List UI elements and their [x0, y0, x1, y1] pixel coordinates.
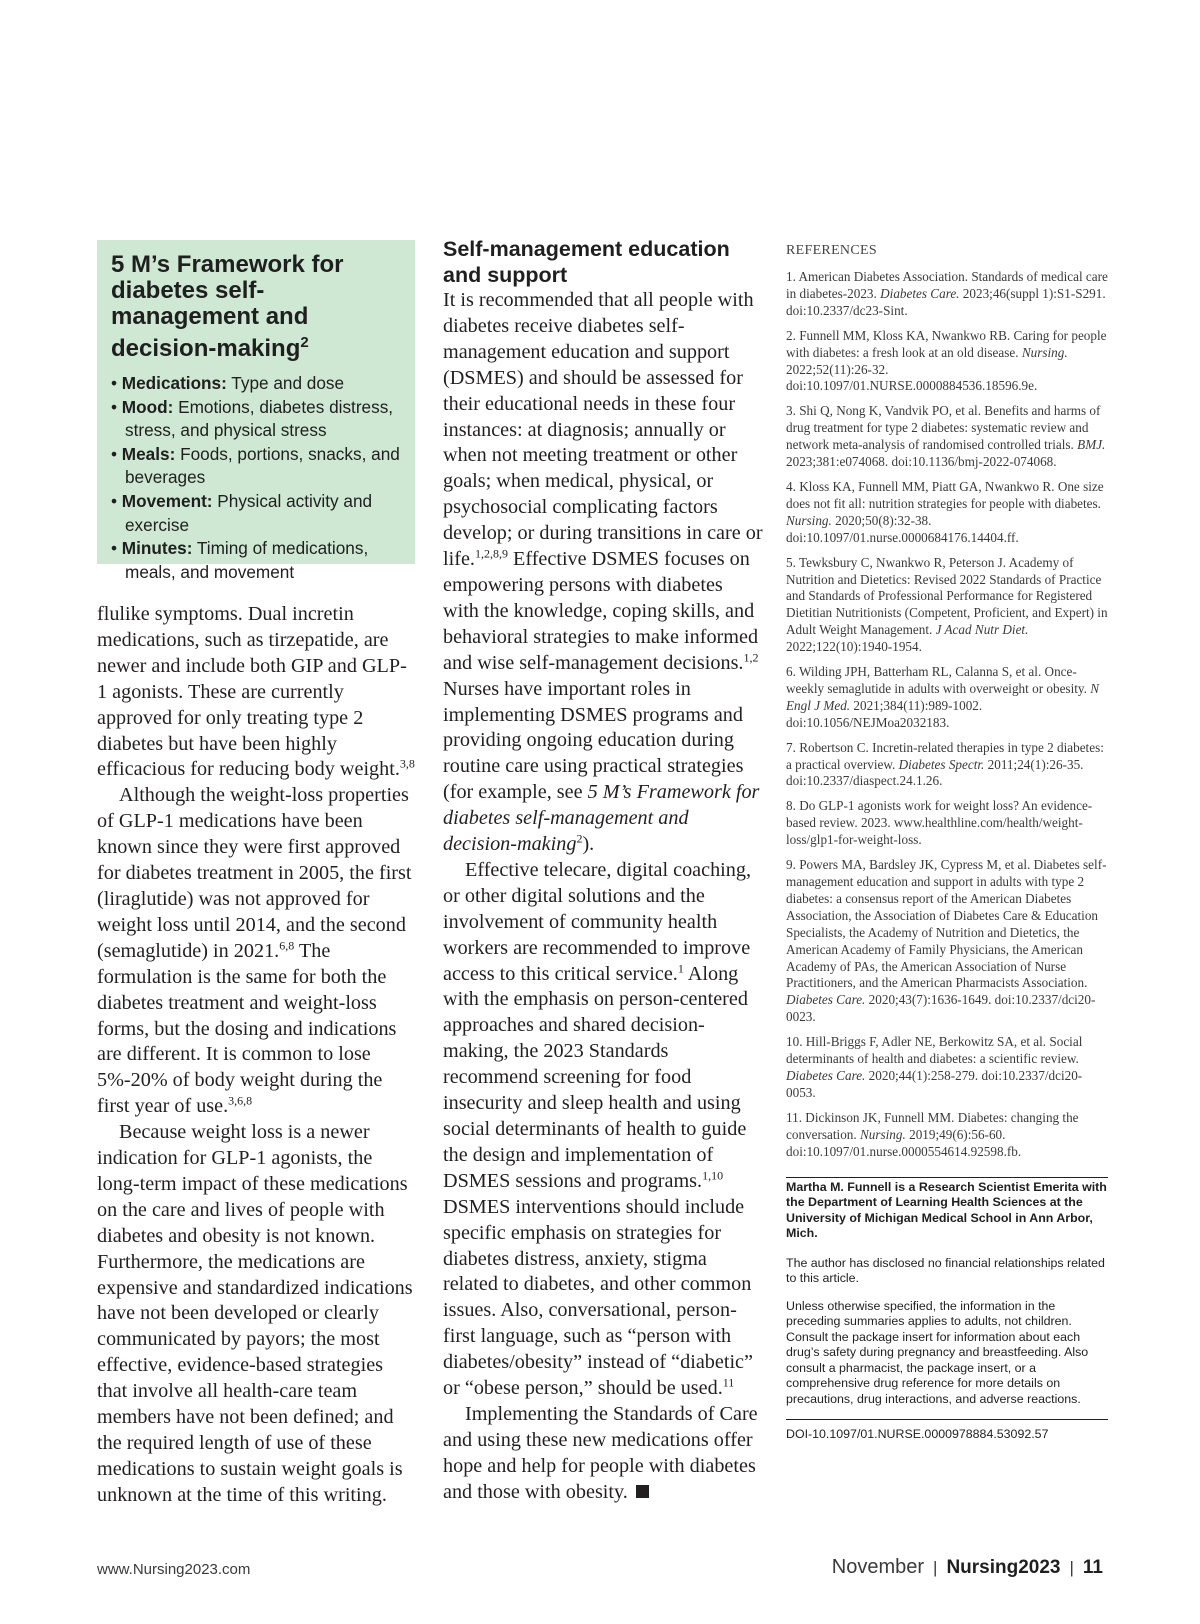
- paragraph: Although the weight-loss properties of GLP-1 medications have been known since they were first approved for diabetes treatment in 2005, the first (liraglutide) was not approved for weight loss until 2014, and the second (semaglutide) in 2021.$^{6,8}$ The formulation is the same for both the diabetes treatment and weight-loss forms, but the dosing and indications are different. It is common to lose 5%-20% of body weight during the first year of use.$^{3,6,8}$: [97, 784, 412, 1118]
- framework-item-mood: • Mood: Emotions, diabetes distress, stress, and physical stress: [111, 396, 394, 441]
- reference-item: 7. Robertson C. Incretin-related therapies in type 2 diabetes: a practical overview. Diabetes Spectr. 2011;24(1):26-35. doi:10.2337/diaspect.24.1.26.: [786, 739, 1104, 789]
- reference-item: 11. Dickinson JK, Funnell MM. Diabetes: changing the conversation. Nursing. 2019;49(6):56-60. doi:10.1097/01.nurse.0000554614.92598.fb.: [786, 1109, 1079, 1159]
- reference-item: 8. Do GLP-1 agonists work for weight loss? An evidence-based review. 2023. www.healthline.com/health/weight-loss/glp1-for-weight-loss.: [786, 798, 1093, 848]
- footer-separator: |: [933, 1558, 938, 1577]
- references-list: [786, 269, 1108, 1161]
- framework-sidebar-box: [97, 240, 415, 582]
- framework-item-movement: • Movement: Physical activity and exercise: [111, 490, 373, 535]
- reference-item: 3. Shi Q, Nong K, Vandvik PO, et al. Benefits and harms of drug treatment for type 2 diabetes: systematic review and network meta-analysis of randomised controlled trials. BMJ. 2023;381:e074068. doi:10.1136/bmj-2022-074068.: [786, 403, 1106, 470]
- page-number: 11: [1082, 1557, 1103, 1578]
- paragraph: It is recommended that all people with diabetes receive diabetes self-management education and support (DSMES) and should be assessed for their educational needs in these four instances: at diagnosis; annually or when not meeting treatment or other goals; when medical, physical, or psychosocial complicating factors develop; or during transitions in care or life.$^{1,2,8,9}$ Effective DSMES focuses on empowering persons with diabetes with the knowledge, coping skills, and behavioral strategies to make informed and wise self-management decisions.$^{1,2}$ Nurses have important roles in implementing DSMES programs and providing ongoing education during routine care using practical strategies (for example, see 5 M’s Framework for diabetes self-management and decision-making$^2$).: [443, 289, 763, 856]
- sidebar-box-title: 5 M’s Framework for diabetes self-management and decision-making$^2$: [111, 251, 344, 362]
- paragraph: Effective telecare, digital coaching, or other digital solutions and the involvement of community health workers are recommended to improve access to this critical service.$^1$ Along with the emphasis on person-centered approaches and shared decision-making, the 2023 Standards recommend screening for food insecurity and sleep health and using social determinants of health to guide the design and implementation of DSMES sessions and programs.$^{1,10}$ DSMES interventions should include specific emphasis on strategies for diabetes distress, anxiety, stigma related to diabetes, and other common issues. Also, conversational, person-first language, such as “person with diabetes/obesity” instead of “diabetic” or “obese person,” should be used.$^{11}$: [443, 858, 753, 1400]
- left-body-text: [97, 602, 415, 1509]
- footer-separator: |: [1069, 1558, 1074, 1577]
- footer-magazine: Nursing2023: [946, 1557, 1061, 1578]
- footer-month: November: [831, 1556, 925, 1578]
- reference-item: 5. Tewksbury C, Nwankwo R, Peterson J. Academy of Nutrition and Dietetics: Revised 2022 Standards of Practice and Standards of Professional Performance for Registered Dietitian Nutritionists (Competent, Proficient, and Expert) in Adult Weight Management. J Acad Nutr Diet. 2022;122(10):1940-1954.: [786, 554, 1108, 655]
- left-column: [97, 240, 415, 1509]
- reference-item: 10. Hill-Briggs F, Adler NE, Berkowitz SA, et al. Social determinants of health and diabetes: a scientific review. Diabetes Care. 2020;44(1):258-279. doi:10.2337/dci20-0053.: [786, 1034, 1083, 1100]
- right-column: [786, 243, 1108, 1441]
- section-heading: Self-management education and support: [443, 237, 730, 287]
- reference-item: 2. Funnell MM, Kloss KA, Nwankwo RB. Caring for people with diabetes: a fresh look at an old disease. Nursing. 2022;52(11):26-32. doi:10.1097/01.NURSE.0000884536.18596.9e.: [786, 327, 1107, 394]
- disclaimer-note: Unless otherwise specified, the information in the preceding summaries applies to adults, not children. Consult the package insert for information about each drug’s safety during pregnancy and breastfeeding. Also consult a pharmacist, the package insert, or a comprehensive drug reference for more details on precautions, drug interactions, and adverse reactions.: [786, 1298, 1089, 1406]
- framework-list: [111, 372, 401, 584]
- reference-item: 4. Kloss KA, Funnell MM, Piatt GA, Nwankwo R. One size does not fit all: nutrition strategies for people with diabetes. Nursing. 2020;50(8):32-38. doi:10.1097/01.nurse.0000684176.14404.ff.: [786, 478, 1104, 545]
- footer-folio: [832, 1556, 1103, 1579]
- reference-item: 1. American Diabetes Association. Standards of medical care in diabetes-2023. Diabetes Care. 2023;46(suppl 1):S1-S291. doi:10.2337/dc23-Sint.: [786, 269, 1108, 318]
- paragraph: Implementing the Standards of Care and using these new medications offer hope and help for people with diabetes and those with obesity.: [443, 1402, 758, 1503]
- author-bio: Martha M. Funnell is a Research Scientist Emerita with the Department of Learning Health Sciences at the University of Michigan Medical School in Ann Arbor, Mich.: [786, 1179, 1107, 1240]
- middle-column: [443, 236, 763, 1506]
- author-section: [786, 1177, 1108, 1442]
- doi: DOI-10.1097/01.NURSE.0000978884.53092.57: [786, 1419, 1108, 1441]
- paragraph: Because weight loss is a newer indication for GLP-1 agonists, the long-term impact of these medications on the care and lives of people with diabetes and obesity is not known. Furthermore, the medications are expensive and standardized indications have not been developed or clearly communicated by payors; the most effective, evidence-based strategies that involve all health-care team members have not been defined; and the required length of use of these medications to sustain weight goals is unknown at the time of this writing.: [97, 1121, 413, 1506]
- reference-item: 6. Wilding JPH, Batterham RL, Calanna S, et al. Once-weekly semaglutide in adults with overweight or obesity. N Engl J Med. 2021;384(11):989-1002. doi:10.1056/NEJMoa2032183.: [786, 664, 1100, 730]
- framework-item-minutes: • Minutes: Timing of medications, meals, and movement: [111, 538, 369, 582]
- framework-item-medications: • Medications: Type and dose: [111, 373, 345, 393]
- paragraph: flulike symptoms. Dual incretin medications, such as tirzepatide, are newer and include both GIP and GLP-1 agonists. These are currently approved for only treating type 2 diabetes but have been highly efficacious for reducing body weight.$^{3,8}$: [97, 603, 415, 781]
- references-heading: REFERENCES: [786, 243, 877, 258]
- framework-item-meals: • Meals: Foods, portions, snacks, and beverages: [111, 443, 400, 488]
- footer-url: www.Nursing2023.com: [97, 1561, 251, 1578]
- end-of-article-mark: [636, 1485, 649, 1498]
- disclosure-note: The author has disclosed no financial relationships related to this article.: [786, 1255, 1105, 1285]
- middle-body-text: [443, 288, 763, 1506]
- reference-item: 9. Powers MA, Bardsley JK, Cypress M, et al. Diabetes self-management education and support in adults with type 2 diabetes: a consensus report of the American Diabetes Association, the Association of Diabetes Care & Education Specialists, the Academy of Nutrition and Dietetics, the American Academy of Family Physicians, the American Academy of PAs, the American Association of Nurse Practitioners, and the American Pharmacists Association. Diabetes Care. 2020;43(7):1636-1649. doi:10.2337/dci20-0023.: [786, 857, 1107, 1025]
